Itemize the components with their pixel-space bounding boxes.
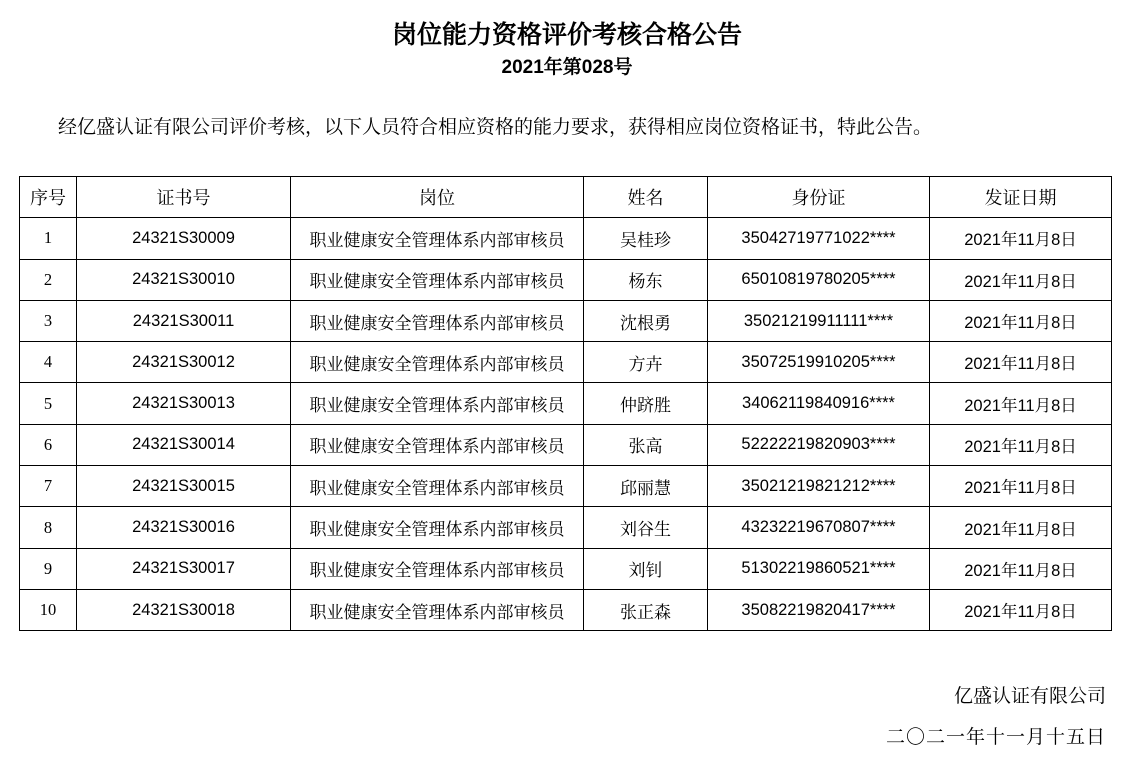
table-row	[20, 466, 1112, 507]
cell-name: 刘谷生	[584, 507, 708, 548]
cell-post: 职业健康安全管理体系内部审核员	[291, 589, 584, 630]
cell-id: 43232219670807****	[708, 507, 930, 548]
cell-date: 2021年11月8日	[930, 507, 1112, 548]
cell-id: 34062119840916****	[708, 383, 930, 424]
cell-id: 65010819780205****	[708, 259, 930, 300]
cell-no: 4	[20, 342, 77, 383]
cell-no: 10	[20, 589, 77, 630]
cell-name: 吴桂珍	[584, 218, 708, 259]
cell-name: 邱丽慧	[584, 466, 708, 507]
cell-post: 职业健康安全管理体系内部审核员	[291, 507, 584, 548]
cell-no: 3	[20, 300, 77, 341]
header-name: 姓名	[584, 177, 708, 218]
cell-name: 刘钊	[584, 548, 708, 589]
cell-name: 方卉	[584, 342, 708, 383]
cell-cert: 24321S30012	[77, 342, 291, 383]
cell-post: 职业健康安全管理体系内部审核员	[291, 342, 584, 383]
cell-id: 51302219860521****	[708, 548, 930, 589]
intro-paragraph: 经亿盛认证有限公司评价考核，以下人员符合相应资格的能力要求，获得相应岗位资格证书，特此公告。	[58, 116, 933, 138]
cell-post: 职业健康安全管理体系内部审核员	[291, 424, 584, 465]
cell-cert: 24321S30014	[77, 424, 291, 465]
announcement-number: 2021年第028号	[501, 57, 633, 78]
cell-name: 沈根勇	[584, 300, 708, 341]
table-row	[20, 548, 1112, 589]
cell-id: 52222219820903****	[708, 424, 930, 465]
cell-name: 仲跻胜	[584, 383, 708, 424]
header-id: 身份证	[708, 177, 930, 218]
cell-no: 1	[20, 218, 77, 259]
cell-cert: 24321S30018	[77, 589, 291, 630]
header-post: 岗位	[291, 177, 584, 218]
cell-cert: 24321S30010	[77, 259, 291, 300]
page-title: 岗位能力资格评价考核合格公告	[391, 20, 742, 49]
cell-id: 35082219820417****	[708, 589, 930, 630]
cell-post: 职业健康安全管理体系内部审核员	[291, 218, 584, 259]
header-cert: 证书号	[77, 177, 291, 218]
cell-name: 杨东	[584, 259, 708, 300]
table-row	[20, 342, 1112, 383]
table-row	[20, 589, 1112, 630]
cell-name: 张正森	[584, 589, 708, 630]
cell-name: 张高	[584, 424, 708, 465]
cell-cert: 24321S30016	[77, 507, 291, 548]
cell-id: 35072519910205****	[708, 342, 930, 383]
cell-post: 职业健康安全管理体系内部审核员	[291, 466, 584, 507]
cell-id: 35021219821212****	[708, 466, 930, 507]
table-row	[20, 424, 1112, 465]
cell-post: 职业健康安全管理体系内部审核员	[291, 259, 584, 300]
cell-no: 8	[20, 507, 77, 548]
table-header-row	[20, 177, 1112, 218]
cell-date: 2021年11月8日	[930, 259, 1112, 300]
cell-no: 6	[20, 424, 77, 465]
cell-id: 35021219911111****	[708, 300, 930, 341]
header-no: 序号	[20, 177, 77, 218]
cell-no: 2	[20, 259, 77, 300]
cell-date: 2021年11月8日	[930, 548, 1112, 589]
table-row	[20, 259, 1112, 300]
issue-date: 二〇二一年十一月十五日	[885, 726, 1106, 748]
cell-date: 2021年11月8日	[930, 383, 1112, 424]
cell-date: 2021年11月8日	[930, 300, 1112, 341]
cell-no: 5	[20, 383, 77, 424]
table-row	[20, 300, 1112, 341]
cell-post: 职业健康安全管理体系内部审核员	[291, 300, 584, 341]
cell-post: 职业健康安全管理体系内部审核员	[291, 548, 584, 589]
cell-post: 职业健康安全管理体系内部审核员	[291, 383, 584, 424]
cell-id: 35042719771022****	[708, 218, 930, 259]
cell-cert: 24321S30017	[77, 548, 291, 589]
issuer-company: 亿盛认证有限公司	[953, 685, 1106, 707]
cell-date: 2021年11月8日	[930, 589, 1112, 630]
cell-cert: 24321S30009	[77, 218, 291, 259]
cell-no: 9	[20, 548, 77, 589]
table-row	[20, 218, 1112, 259]
header-date: 发证日期	[930, 177, 1112, 218]
cell-date: 2021年11月8日	[930, 466, 1112, 507]
cell-no: 7	[20, 466, 77, 507]
table-body	[20, 218, 1112, 631]
cell-cert: 24321S30013	[77, 383, 291, 424]
cell-cert: 24321S30011	[77, 300, 291, 341]
cell-date: 2021年11月8日	[930, 342, 1112, 383]
cell-date: 2021年11月8日	[930, 424, 1112, 465]
certificate-table	[19, 176, 1112, 631]
cell-cert: 24321S30015	[77, 466, 291, 507]
table-row	[20, 383, 1112, 424]
table-row	[20, 507, 1112, 548]
cell-date: 2021年11月8日	[930, 218, 1112, 259]
